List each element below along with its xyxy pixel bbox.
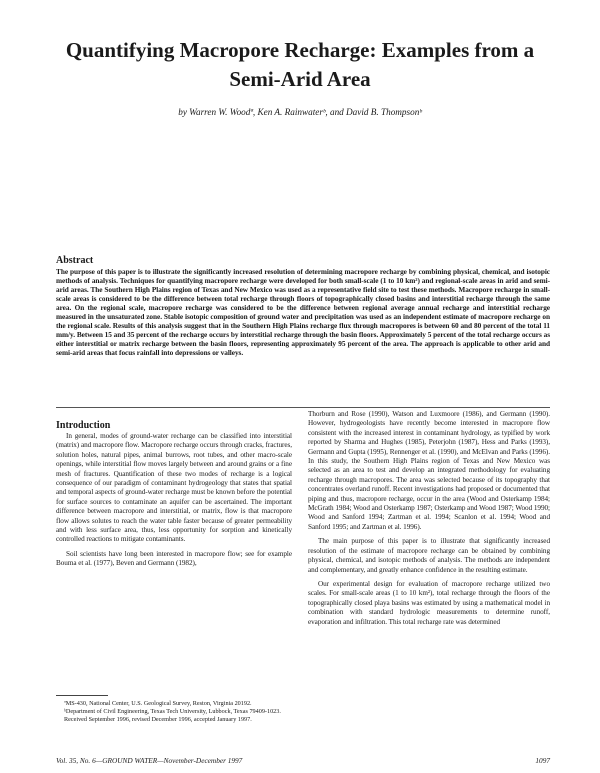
footnote-3: Received September 1996, revised December 1996, accepted January 1997. <box>64 715 252 723</box>
right-paragraph-1: Thorburn and Rose (1990), Watson and Luxmoore (1986), and Germann (1990). However, hydrogeologists have recently become interested in macropore flow consistent with the increased interest in contaminant hydrology, as typified by work reported by Sharma and Hughes (1985), Peterjohn (1987), Hess and Parks (1993), Germann and Gupta (1995), Rennenger et al. (1990), and McElvan and Parks (1996). In this study, the Southern High Plains region of Texas and New Mexico was selected as an area to test and develop an integrated methodology for evaluating recharge through macropores. The area was selected because of its topography that concentrates overland runoff. Recent investigations had proposed or documented that piping and thus, macropore recharge, occur in the area (Wood and Osterkamp 1984; McGrath 1984; Wood and Osterkamp 1987; Osterkamp and Wood 1987; Wood 1990; Wood and Sanford 1994; Zartman et al. 1994; Scanlon et al. 1994; Wood and Sanford 1995; and Zartman et al. 1996). <box>308 410 550 531</box>
paper-title: Quantifying Macropore Recharge: Examples from a Semi-Arid Area <box>65 38 535 91</box>
intro-paragraph-1: In general, modes of ground-water recharge can be classified into interstitial (matrix) and macropore flow. Macropore recharge occurs through cracks, fractures, solution holes, natural pipes, animal burrows, root tubes, and other macro-scale openings, while interstitial flow moves largely between and around grains or a fine mesh of fractures. Quantification of these two modes of recharge is a logical consequence of our paradigm of contaminant hydrogeology that states that spatial and temporal aspects of ground-water recharge must be known before the potential for surface sources to contaminate an aquifer can be ascertained. The important difference between macropore and interstitial, or matrix, flow is that macropore flow allows solutes to reach the water table faster because of greater permeability and with less surface area, thus, less opportunity for sorption and kinetically controlled reactions to mitigate contaminants. <box>56 432 292 544</box>
footnote-2: ᵇDepartment of Civil Engineering, Texas Tech University, Lubbock, Texas 79409-1023. <box>64 707 281 715</box>
intro-paragraph-2: Soil scientists have long been interested in macropore flow; see for example Bouma et al. (1977), Beven and Germann (1982), <box>56 549 292 568</box>
footnotes <box>56 700 292 724</box>
right-column <box>308 410 550 627</box>
left-column <box>56 432 292 569</box>
section-divider <box>56 407 550 408</box>
abstract-heading: Abstract <box>56 255 94 266</box>
right-paragraph-3: Our experimental design for evaluation of macropore recharge utilized two scales. For small-scale areas (1 to 10 km²), total recharge through the floors of the topographically closed playa basins was estimated by using a mathematical model in combination with standard hydrologic measurements to determine runoff, evaporation and infiltration. This total recharge rate was determined <box>308 579 550 626</box>
footnote-rule <box>56 695 108 696</box>
footnote-1: ªMS-430, National Center, U.S. Geological Survey, Reston, Virginia 20192. <box>64 700 252 707</box>
introduction-heading: Introduction <box>56 420 111 431</box>
journal-citation: Vol. 35, No. 6—GROUND WATER—November-December 1997 <box>56 756 243 765</box>
abstract-text: The purpose of this paper is to illustrate the significantly increased resolution of determining macropore recharge by combining physical, chemical, and isotopic methods of analysis. Techniques for quantifying macropore recharge were developed for both small-scale (1 to 10 km²) and regional-scale areas in arid and semi-arid areas. The Southern High Plains region of Texas and New Mexico was used as a representative field site to test these methods. Macropore recharge in small-scale areas is considered to be the difference between total recharge through floors of topographically closed basins and interstitial recharge through the same area. On the regional scale, macropore recharge was considered to be the difference between regional average annual recharge and interstitial recharge measured in the unsaturated zone. Stable isotopic composition of ground water and precipitation was used as an independent estimate of macropore recharge on the regional scale. Results of this analysis suggest that in the Southern High Plains recharge flux through macropores is between 60 and 80 percent of the total 11 mm/y. Between 15 and 35 percent of the recharge occurs by interstitial recharge through the basin floors. Approximately 5 percent of the total recharge occurs as either interstitial or matrix recharge between the basin floors, representing approximately 95 percent of the area. The approach is applicable to other arid and semi-arid areas that focus rainfall into depressions or valleys. <box>56 267 550 358</box>
page-footer <box>56 756 550 765</box>
authors-line: by Warren W. Woodª, Ken A. Rainwaterᵇ, and David B. Thompsonᵇ <box>178 107 422 117</box>
page-number: 1097 <box>535 756 550 765</box>
right-paragraph-2: The main purpose of this paper is to illustrate that significantly increased resolution of the estimate of macropore recharge can be obtained by combining physical, chemical, and isotopic methods of analysis. The methods are independent and complementary, and greatly enhance confidence in the resulting estimate. <box>308 537 550 574</box>
